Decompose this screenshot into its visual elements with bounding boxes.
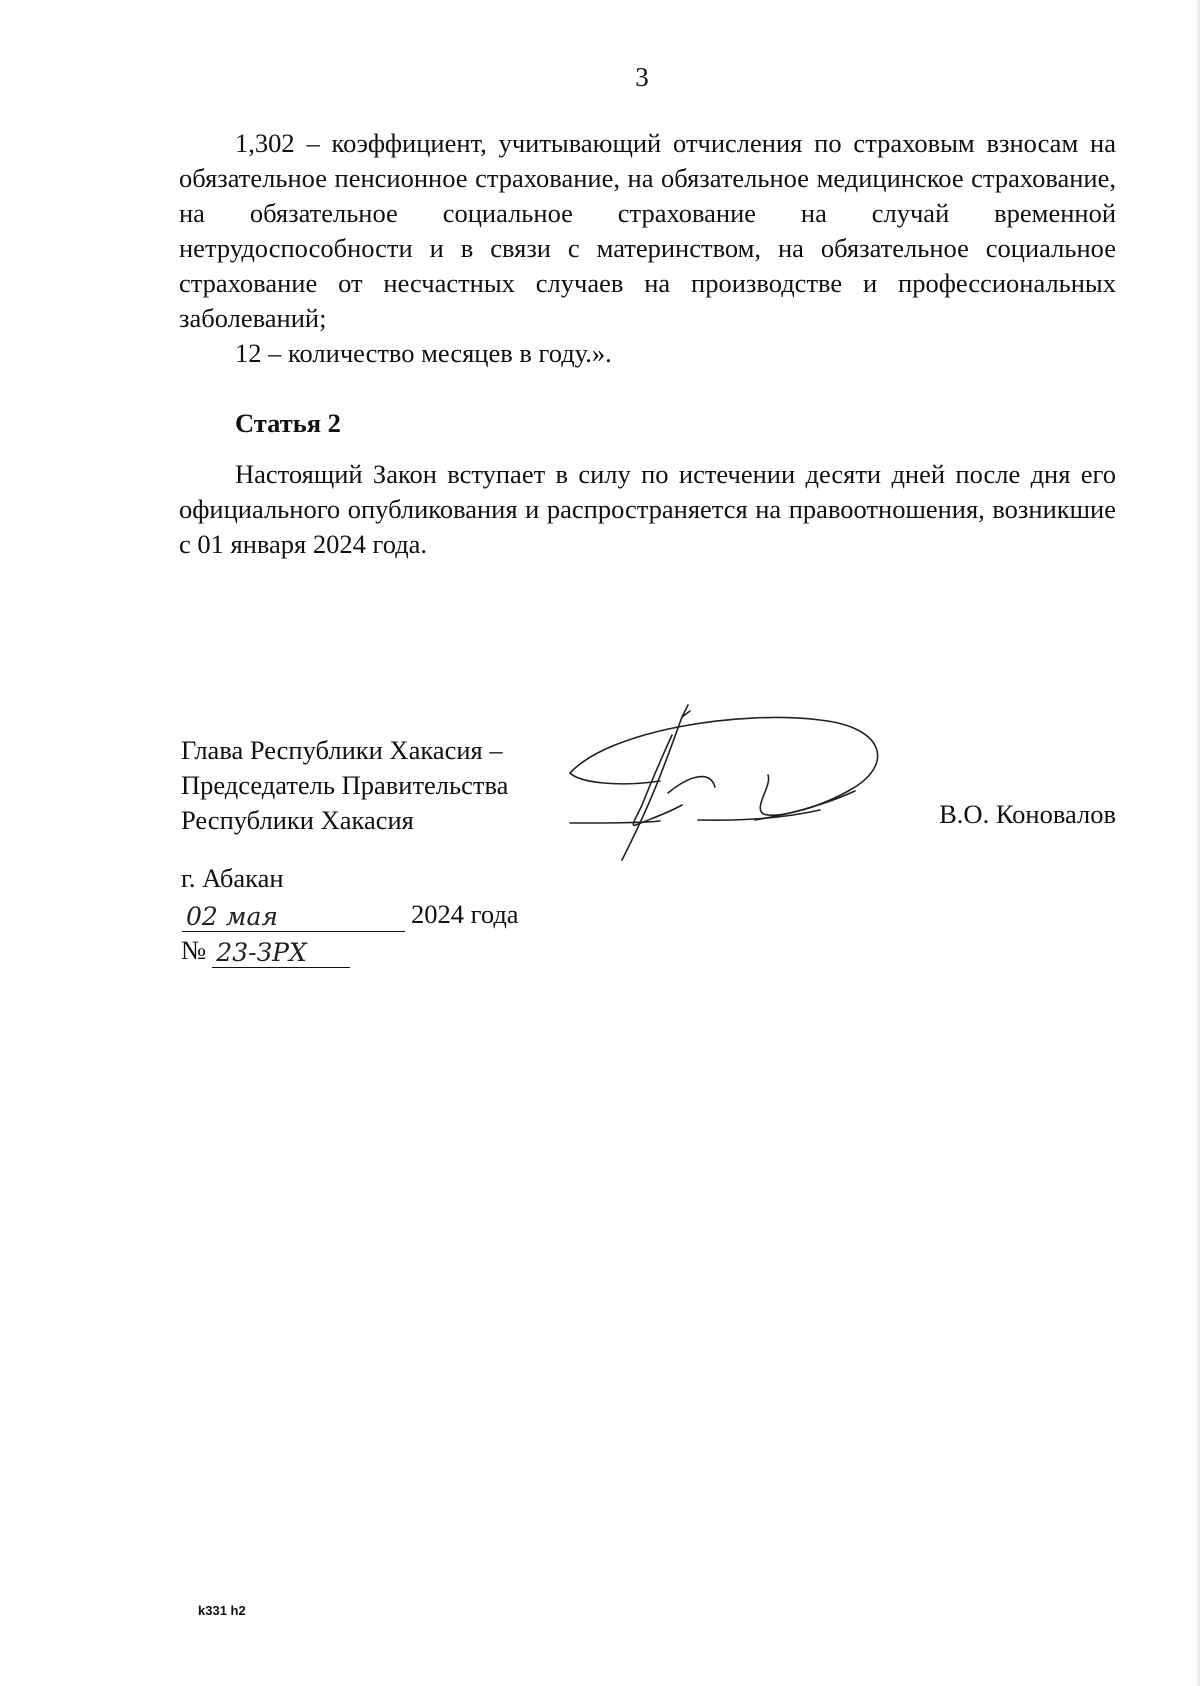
handwritten-number: 23-ЗРХ [212,939,350,968]
signatory-title-line: Республики Хакасия [181,805,414,835]
paragraph-coefficient [179,126,1116,371]
handwritten-signature [550,695,890,865]
article-heading: Статья 2 [235,408,341,438]
date-line [181,896,519,932]
signatory-title-line: Председатель Правительства [181,770,509,800]
signatory-title [181,733,508,838]
city: г. Абакан [181,863,284,893]
year-text: 2024 года [411,899,519,929]
scan-edge [1196,0,1200,1686]
article-2-text: Настоящий Закон вступает в силу по истечении десяти дней после дня его официального опубликования и распространяется на правоотношения, возникшие с 01 января 2024 года. [179,459,1116,559]
page-number: 3 [635,62,649,92]
paragraph-article-2 [179,457,1116,562]
place-date-block [181,860,519,968]
footer-code: k331 h2 [198,1603,246,1618]
city-line [181,860,519,896]
signatory-title-line: Глава Республики Хакасия – [181,735,503,765]
handwritten-date: 02 мая [182,903,405,932]
number-line [181,932,519,968]
signer-name: В.О. Коновалов [939,799,1116,829]
number-sign: № [181,935,207,965]
coefficient-text: 1,302 – коэффициент, учитывающий отчисления по страховым взносам на обязательное пенсионное страхование, на обязательное медицинское страхование, на обязательное социальное страхование на случай временной нетрудоспособности и в связи с материнством, на обязательное социальное страхование от несчастных случаев на производстве и профессиональных заболеваний; [179,128,1116,333]
months-text: 12 – количество месяцев в году.». [235,338,612,368]
